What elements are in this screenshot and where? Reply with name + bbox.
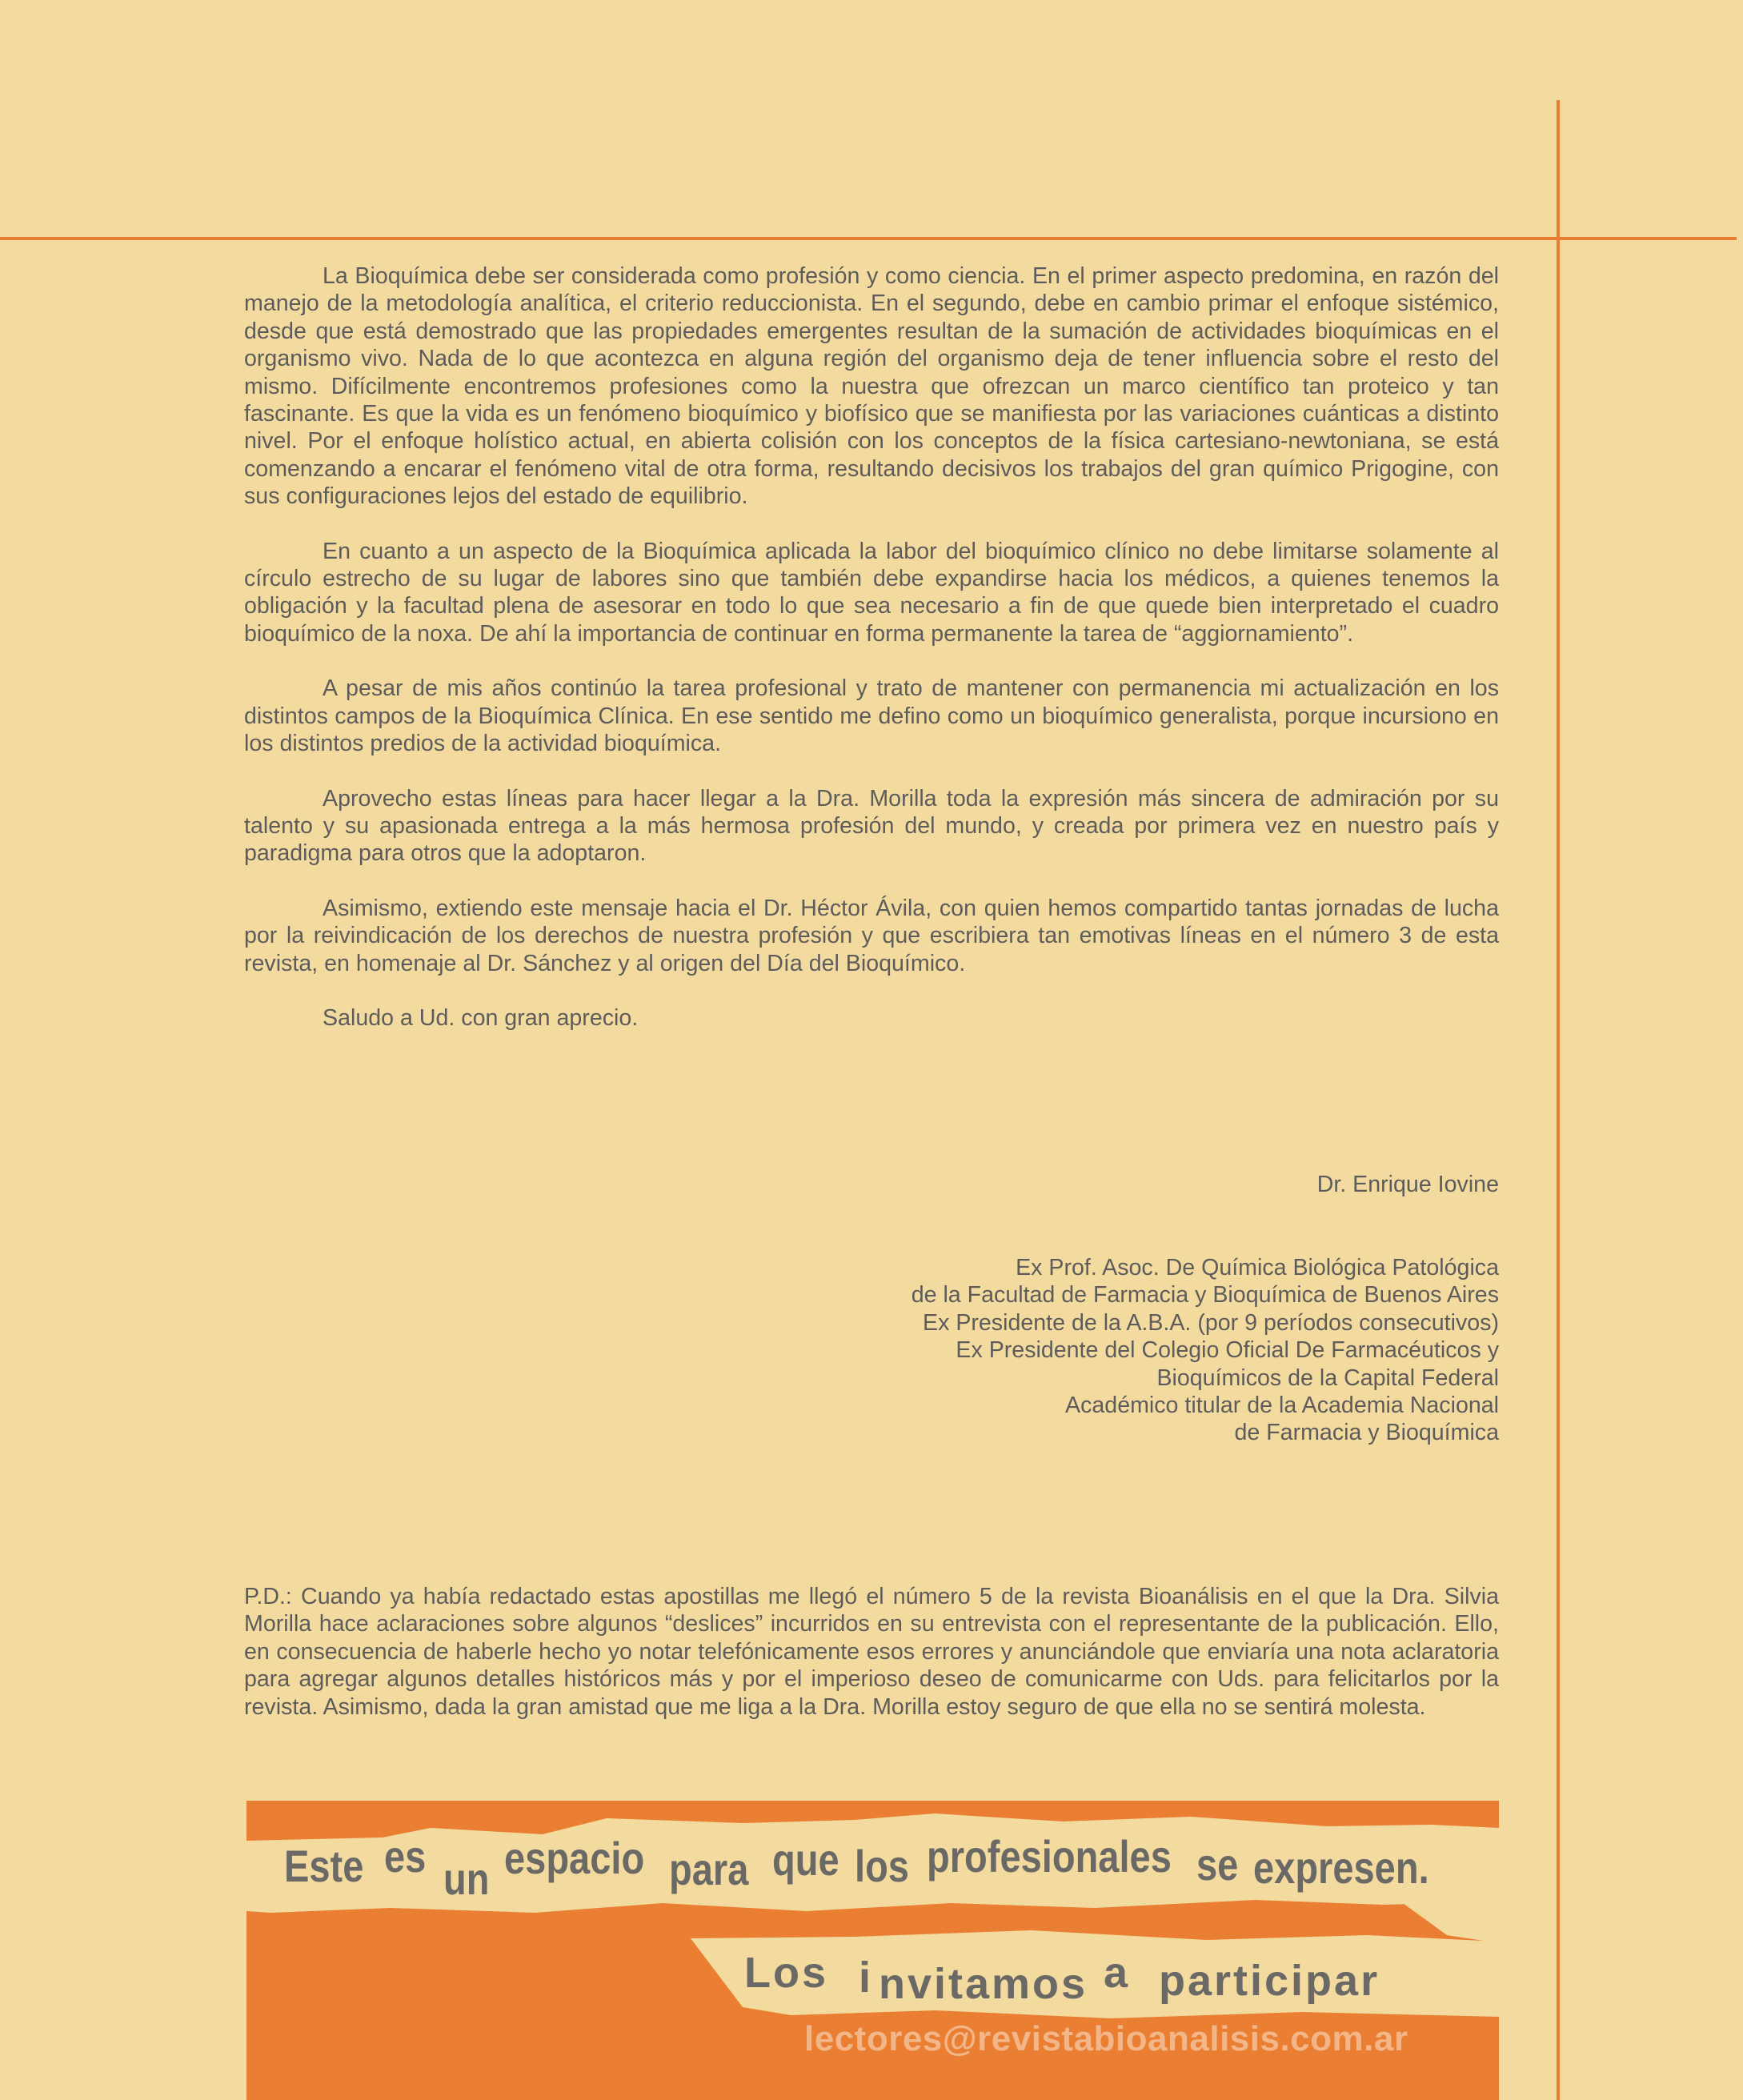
title-line: de Farmacia y Bioquímica xyxy=(1234,1420,1499,1446)
letter-body xyxy=(244,262,1499,1032)
title-line: Académico titular de la Academia Nacional xyxy=(1065,1393,1499,1419)
postscript xyxy=(244,1583,1499,1721)
title-line: Ex Presidente del Colegio Oficial De Farmacéuticos y xyxy=(956,1337,1499,1364)
paragraph-5: Asimismo, extiendo este mensaje hacia el Dr. Héctor Ávila, con quien hemos compartido tantas jornadas de lucha por la reivindicación de los derechos de nuestra profesión y que escribiera tan emotivas líneas en el número 3 de esta revista, en homenaje al Dr. Sánchez y al origen del Día del Bioquímico. xyxy=(244,895,1499,976)
paragraph-2: En cuanto a un aspecto de la Bioquímica aplicada la labor del bioquímico clínico no debe limitarse solamente al círculo estrecho de su lugar de labores sino que también debe expandirse hacia los médicos, a quienes tenemos la obligación y la facultad plena de asesorar en todo lo que sea necesario a fin de que quede bien interpretado el cuadro bioquímico de la noxa. De ahí la importancia de continuar en forma permanente la tarea de “aggiornamiento”. xyxy=(244,538,1499,647)
banner-word-este: Este xyxy=(284,1841,364,1891)
banner-word-expresen: expresen. xyxy=(1253,1842,1429,1893)
banner-word-un: un xyxy=(443,1854,490,1904)
banner-word-que: que xyxy=(772,1834,839,1885)
title-line: de la Facultad de Farmacia y Bioquímica de Buenos Aires xyxy=(911,1282,1499,1308)
banner-word-para: para xyxy=(669,1844,749,1894)
banner-word-los: los xyxy=(855,1841,909,1891)
banner-word-los-2: Los xyxy=(744,1949,829,1997)
banner-word-i: i xyxy=(859,1954,874,2002)
closing-greeting: Saludo a Ud. con gran aprecio. xyxy=(323,1004,639,1031)
paragraph-3: A pesar de mis años continúo la tarea profesional y trato de mantener con permanencia mi actualización en los distintos campos de la Bioquímica Clínica. En ese sentido me defino como un bioquímico generalista, porque incursiono en los distintos predios de la actividad bioquímica. xyxy=(244,675,1499,757)
banner-word-nvitamos: nvitamos xyxy=(879,1960,1088,2008)
postscript-text: P.D.: Cuando ya había redactado estas apostillas me llegó el número 5 de la revista Bioanálisis en el que la Dra. Silvia Morilla hace aclaraciones sobre algunos “deslices” incurridos en su entrevista con el representante de la publicación. Ello, en consecuencia de haberle hecho yo notar telefónicamente esos errores y anunciándole que enviaría una nota aclaratoria para agregar algunos detalles históricos más y por el imperioso deseo de comunicarme con Uds. para felicitarlos por la revista. Asimismo, dada la gran amistad que me liga a la Dra. Morilla estoy seguro de que ella no se sentirá molesta. xyxy=(244,1584,1499,1720)
title-line: Bioquímicos de la Capital Federal xyxy=(1156,1365,1499,1391)
banner-word-es: es xyxy=(384,1831,427,1882)
paragraph-1: La Bioquímica debe ser considerada como profesión y como ciencia. En el primer aspecto predomina, en razón del manejo de la metodología analítica, el criterio reduccionista. En el segundo, debe en cambio primar el enfoque sistémico, desde que está demostrado que las propiedades emergentes resultan de la sumación de actividades bioquímicas en el organismo vivo. Nada de lo que acontezca en alguna región del organismo deja de tener influencia sobre el resto del mismo. Difícilmente encontremos profesiones como la nuestra que ofrezcan un marco científico tan proteico y tan fascinante. Es que la vida es un fenómeno bioquímico y biofísico que se manifiesta por las variaciones cuánticas a distinto nivel. Por el enfoque holístico actual, en abierta colisión con los conceptos de la física cartesiano-newtoniana, se está comenzando a encarar el fenómeno vital de otra forma, resultando decisivos los trabajos del gran químico Prigogine, con sus configuraciones lejos del estado de equilibrio. xyxy=(244,263,1499,510)
title-line: Ex Prof. Asoc. De Química Biológica Patológica xyxy=(1016,1255,1499,1280)
top-horizontal-rule xyxy=(0,237,1737,240)
banner-word-espacio: espacio xyxy=(504,1833,645,1883)
contact-email[interactable]: lectores@revistabioanalisis.com.ar xyxy=(804,2019,1408,2058)
signature-name: Dr. Enrique Iovine xyxy=(1316,1172,1499,1197)
title-line: Ex Presidente de la A.B.A. (por 9 períodos consecutivos) xyxy=(923,1309,1499,1336)
banner-word-profesionales: profesionales xyxy=(927,1831,1172,1882)
right-vertical-rule xyxy=(1557,100,1560,2100)
signature-titles xyxy=(724,1254,1499,1447)
banner-word-a: a xyxy=(1104,1949,1131,1997)
banner-word-se: se xyxy=(1196,1839,1239,1890)
banner-word-participar: participar xyxy=(1159,1957,1380,2005)
paragraph-4: Aprovecho estas líneas para hacer llegar a la Dra. Morilla toda la expresión más sincera de admiración por su talento y su apasionada entrega a la más hermosa profesión del mundo, y creada por primera vez en nuestro país y paradigma para otros que la adoptaron. xyxy=(244,785,1499,867)
